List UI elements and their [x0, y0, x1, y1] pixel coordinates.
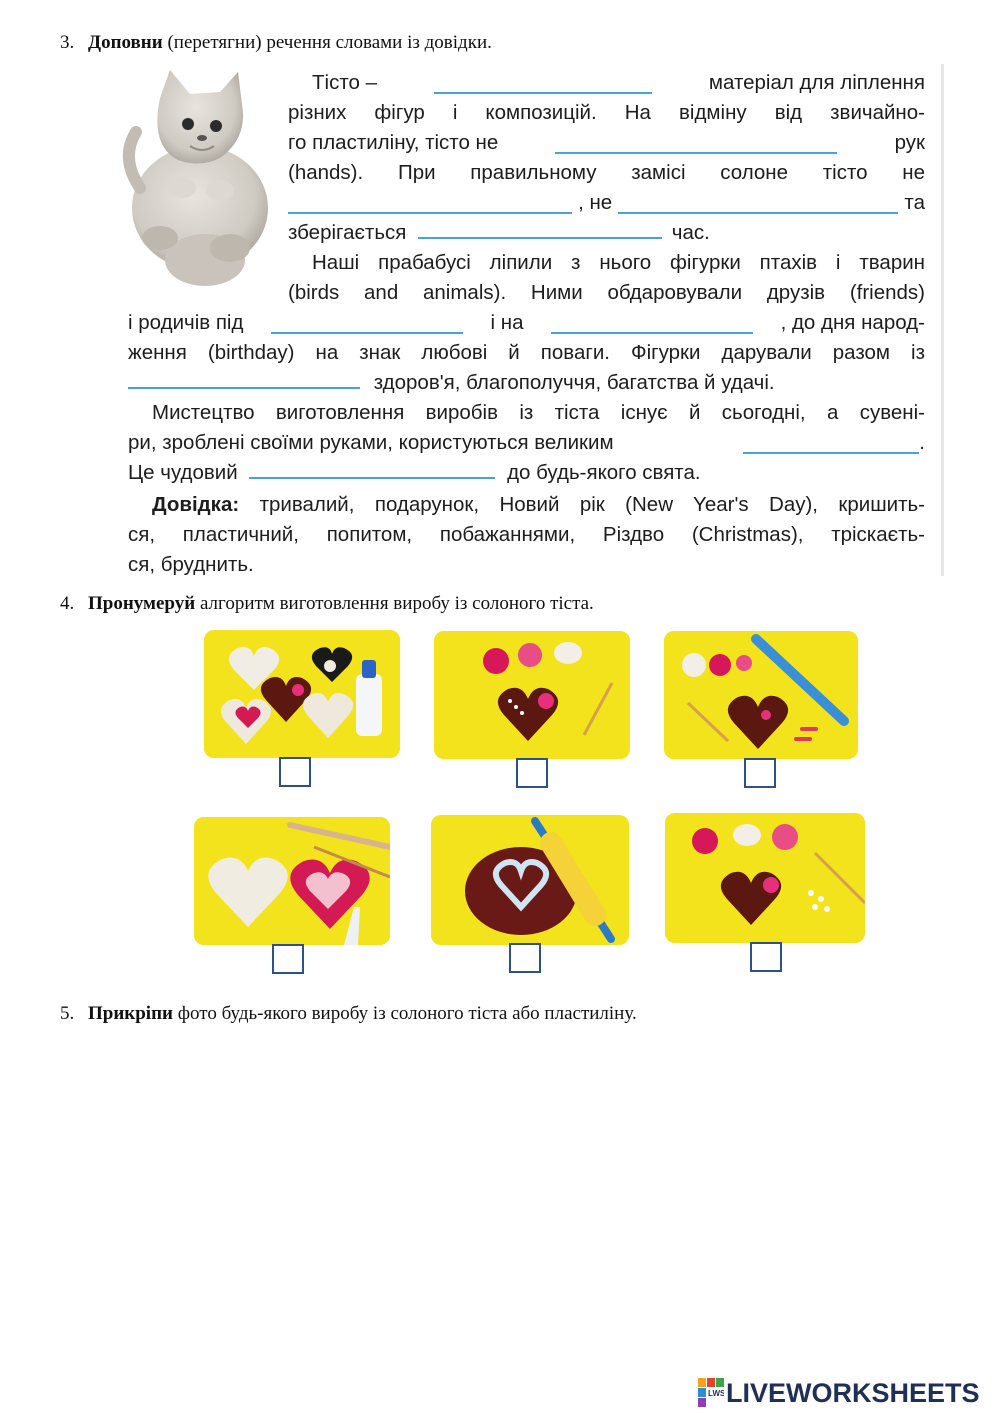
exercise-3-textbook	[114, 64, 944, 576]
text-line-4: (hands). При правильному замісі солоне тісто не	[288, 161, 925, 184]
reference-words: тривалий, подарунок, Новий рік (New Year's Day), кришить-	[239, 493, 925, 516]
text-line-10: ження (birthday) на знак любові й поваги. Фігурки дарували разом із	[128, 341, 925, 364]
order-checkbox-1[interactable]	[279, 757, 311, 787]
page-edge	[941, 64, 944, 576]
text-fragment: і на	[490, 311, 524, 334]
text-fragment: матеріал для ліплення	[708, 71, 925, 94]
text-fragment: , до дня народ-	[780, 311, 925, 334]
answer-blank-9[interactable]	[743, 434, 919, 454]
reference-line-1	[152, 490, 925, 520]
text-fragment: рук	[894, 131, 925, 154]
text-line-13	[128, 428, 925, 458]
logo-text: LIVEWORKSHEETS	[726, 1377, 980, 1408]
task-4-heading	[60, 592, 594, 616]
text-line-2: різних фігур і композицій. На відміну від звичайно-	[288, 101, 925, 124]
text-line-1	[312, 68, 925, 98]
reference-line-3: ся, бруднить.	[128, 553, 254, 576]
text-fragment: та	[904, 191, 925, 214]
step-photo-rolling-dough	[431, 815, 629, 945]
text-fragment: ри, зроблені своїми руками, користуються великим	[128, 431, 614, 454]
order-checkbox-6[interactable]	[750, 942, 782, 972]
answer-blank-8[interactable]	[128, 369, 360, 389]
task-instruction: (перетягни) речення словами із довідки.	[162, 32, 492, 53]
task-verb: Пронумеруй	[88, 593, 196, 614]
task-instruction: алгоритм виготовлення виробу із солоного тіста.	[195, 593, 594, 614]
task-5-heading	[60, 1002, 637, 1026]
step-photo-decorating-heart	[434, 631, 630, 759]
task-3-heading	[60, 31, 492, 55]
answer-blank-7[interactable]	[551, 314, 753, 334]
text-fragment: Тісто –	[312, 71, 377, 94]
text-fragment: , не	[578, 191, 613, 214]
text-line-5	[288, 188, 925, 218]
task-instruction: фото будь-якого виробу із солоного тіста або пластиліну.	[172, 1003, 637, 1024]
text-line-3	[288, 128, 925, 158]
text-line-9	[128, 308, 925, 338]
reference-line-2: ся, пластичний, попитом, побажаннями, Різдво (Christmas), тріскаєть-	[128, 523, 925, 546]
text-fragment: до будь-якого свята.	[507, 461, 701, 484]
task-verb: Прикріпи	[88, 1003, 173, 1024]
reference-label: Довідка:	[152, 493, 240, 516]
text-line-12: Мистецтво виготовлення виробів із тіста існує й сьогодні, а сувені-	[152, 401, 925, 424]
text-fragment: і родичів під	[128, 311, 244, 334]
answer-blank-5[interactable]	[418, 219, 662, 239]
task-verb: Доповни	[88, 32, 163, 53]
logo-mark-text: LWS	[708, 1389, 724, 1398]
text-fragment: .	[919, 431, 925, 454]
order-checkbox-2[interactable]	[516, 758, 548, 788]
text-fragment: зберігається	[288, 221, 407, 244]
answer-blank-6[interactable]	[271, 314, 463, 334]
text-fragment: час.	[671, 221, 710, 244]
answer-blank-3[interactable]	[288, 194, 572, 214]
step-photo-painting-hearts	[194, 817, 390, 945]
answer-blank-4[interactable]	[618, 194, 898, 214]
text-line-7: Наші прабабусі ліпили з нього фігурки птахів і тварин	[312, 251, 925, 274]
answer-blank-2[interactable]	[555, 134, 837, 154]
text-line-14	[128, 458, 925, 488]
step-photo-adding-beads	[665, 813, 865, 943]
liveworksheets-logo	[698, 1376, 980, 1410]
step-photo-shaping-details	[664, 631, 858, 759]
task-number: 4.	[60, 593, 75, 614]
liveworksheets-mark-icon	[698, 1378, 724, 1408]
answer-blank-10[interactable]	[249, 459, 495, 479]
text-line-11	[128, 368, 925, 398]
salt-dough-cat-image	[120, 68, 270, 288]
text-fragment: Це чудовий	[128, 461, 238, 484]
task-number: 3.	[60, 32, 75, 53]
order-checkbox-3[interactable]	[744, 758, 776, 788]
answer-blank-1[interactable]	[434, 74, 652, 94]
order-checkbox-5[interactable]	[509, 943, 541, 973]
step-photo-finished-hearts	[204, 630, 400, 758]
task-number: 5.	[60, 1003, 75, 1024]
text-fragment: го пластиліну, тісто не	[288, 131, 499, 154]
text-line-8: (birds and animals). Ними обдаровували друзів (friends)	[288, 281, 925, 304]
text-fragment: здоров'я, благополуччя, багатства й удачі.	[373, 371, 775, 394]
order-checkbox-4[interactable]	[272, 944, 304, 974]
text-line-6	[288, 218, 925, 248]
